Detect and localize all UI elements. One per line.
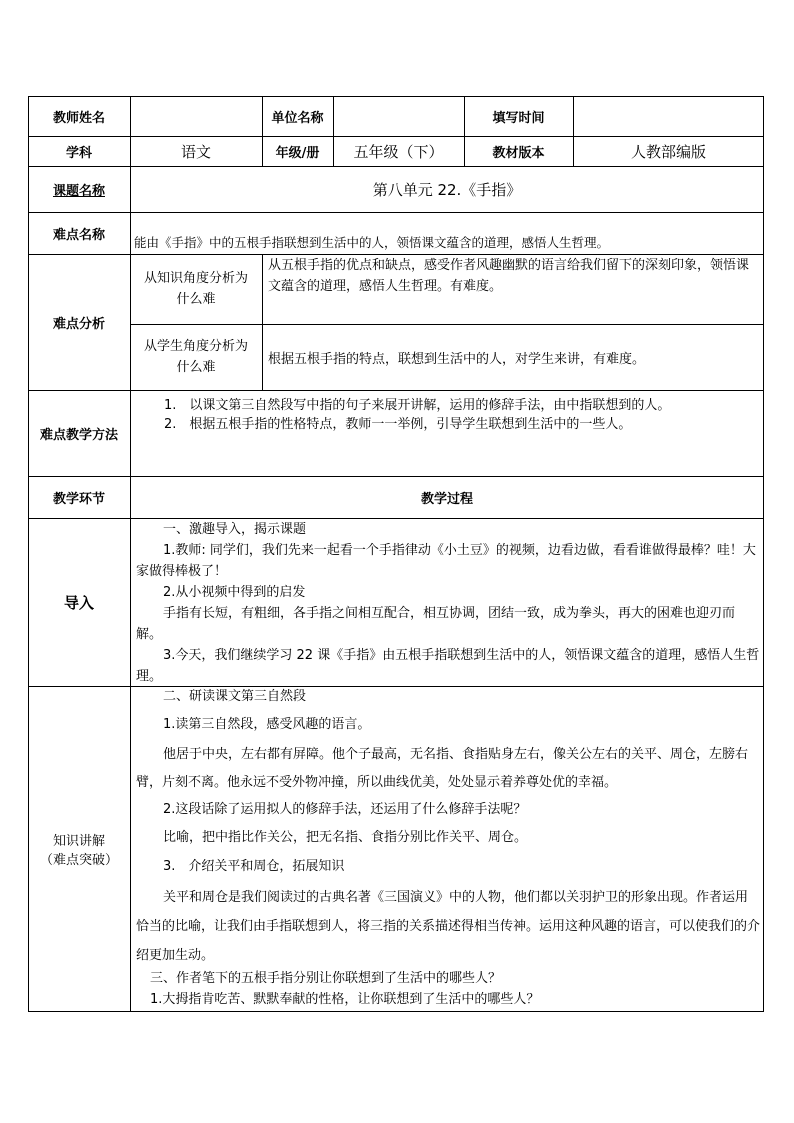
method-item: 2. 根据五根手指的性格特点，教师一一举例，引导学生联想到生活中的一些人。 (164, 417, 632, 432)
unit-name-value[interactable] (333, 96, 464, 136)
difficulty-name-label: 难点名称 (52, 227, 105, 243)
knowledge-line: 三、作者笔下的五根手指分别让你联想到了生活中的哪些人？ (150, 971, 502, 986)
student-angle-label: 从学生角度分析为什么难 (143, 339, 248, 375)
row-divider (28, 518, 764, 519)
knowledge-line: 他居于中央，左右都有屏障。他个子最高，无名指、食指贴身左右，像关公左右的关平、周仓，左膀右臂，片刻不离。他永远不受外物冲撞，所以曲线优美，处处显示着养尊处优的幸福。 (136, 747, 749, 790)
teacher-name-value[interactable] (130, 96, 262, 136)
knowledge-label-line: 知识讲解 (52, 834, 105, 849)
teacher-name-label: 教师姓名 (52, 110, 105, 126)
intro-line: 1.教师: 同学们，我们先来一起看一个手指律动《小土豆》的视频，边看边做，看看谁做得最棒？哇！大家做得棒极了！ (136, 543, 756, 579)
row-divider (28, 390, 764, 391)
unit-name-label: 单位名称 (271, 110, 324, 126)
grade-label: 年级/册 (275, 145, 320, 161)
knowledge-line: 关平和周仓是我们阅读过的古典名著《三国演义》中的人物，他们都以关羽护卫的形象出现。作者运用恰当的比喻，让我们由手指联想到人，将三指的关系描述得相当传神。运用这种风趣的语言，可以使我们的介绍更加生动。 (136, 890, 761, 963)
knowledge-label (28, 686, 130, 1012)
teaching-method-label: 难点教学方法 (39, 427, 118, 443)
knowledge-line: 1.读第三自然段，感受风趣的语言。 (163, 717, 371, 732)
knowledge-line: 比喻，把中指比作关公，把无名指、食指分别比作关平、周仓。 (163, 830, 528, 845)
subject-value: 语文 (180, 142, 211, 161)
intro-line: 手指有长短，有粗细，各手指之间相互配合，相互协调，团结一致，成为拳头，再大的困难也迎刃而解。 (136, 606, 736, 642)
knowledge-line: 二、研读课文第三自然段 (163, 689, 307, 704)
knowledge-line: 1.大拇指肯吃苦、默默奉献的性格，让你联想到了生活中的哪些人？ (150, 992, 540, 1007)
knowledge-angle-label: 从知识角度分析为什么难 (143, 271, 248, 307)
row-divider (28, 212, 764, 213)
grade-value: 五年级（下） (353, 142, 444, 161)
lesson-title-label: 课题名称 (52, 183, 105, 199)
lesson-title-value: 第八单元 22.《手指》 (372, 180, 522, 199)
stage-header: 教学环节 (52, 491, 105, 507)
fill-time-value[interactable] (573, 96, 764, 136)
edition-value: 人教部编版 (630, 142, 706, 161)
difficulty-name-value: 能由《手指》中的五根手指联想到生活中的人，领悟课文蕴含的道理，感悟人生哲理。 (134, 235, 610, 250)
intro-line: 2.从小视频中得到的启发 (163, 585, 306, 600)
method-item: 1. 以课文第三自然段写中指的句子来展开讲解，运用的修辞手法，由中指联想到的人。 (164, 398, 671, 413)
intro-line: 一、激趣导入，揭示课题 (163, 522, 307, 537)
knowledge-angle-value: 从五根手指的优点和缺点，感受作者风趣幽默的语言给我们留下的深刻印象，领悟课文蕴含的道理，感悟人生哲理。有难度。 (268, 258, 750, 294)
subject-label: 学科 (65, 145, 92, 161)
column-divider (130, 96, 131, 1012)
intro-label: 导入 (63, 593, 94, 612)
edition-label: 教材版本 (492, 145, 545, 161)
student-angle-value: 根据五根手指的特点，联想到生活中的人，对学生来讲，有难度。 (268, 351, 646, 367)
column-divider (262, 254, 263, 390)
process-header: 教学过程 (420, 491, 473, 507)
intro-line: 3.今天，我们继续学习 22 课《手指》由五根手指联想到生活中的人，领悟课文蕴含的道理，感悟人生哲理。 (136, 648, 760, 684)
knowledge-label-line: （难点突破） (39, 853, 118, 868)
difficulty-analysis-label: 难点分析 (52, 316, 105, 332)
knowledge-line: 3. 介绍关平和周仓，拓展知识 (163, 859, 345, 874)
knowledge-line: 2.这段话除了运用拟人的修辞手法，还运用了什么修辞手法呢？ (163, 802, 527, 817)
fill-time-label: 填写时间 (492, 110, 545, 126)
